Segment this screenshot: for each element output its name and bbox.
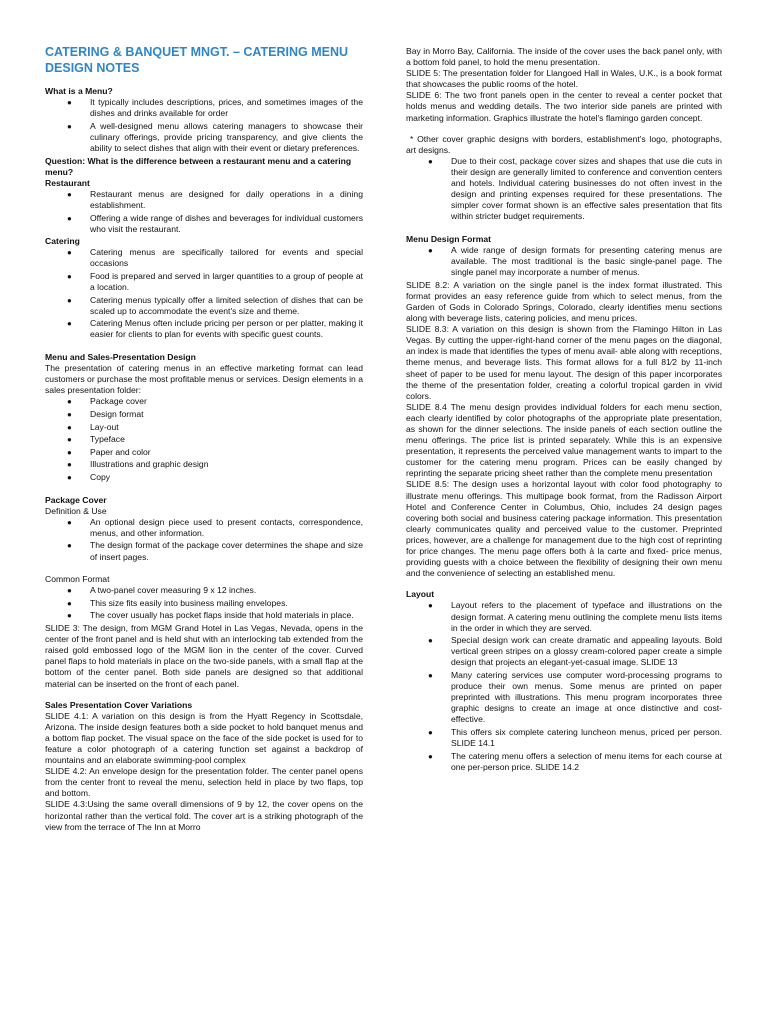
list-item: ● Typeface: [67, 434, 125, 445]
paragraph: SLIDE 5: The presentation folder for Llangoed Hall in Wales, U.K., is a book format that showcases the public rooms of the hotel.: [406, 68, 722, 90]
bullet-list: [406, 245, 722, 278]
bullet-icon: ●: [67, 435, 72, 445]
list-item: ● Paper and color: [67, 446, 151, 457]
list-item: ● A wide range of design formats for presenting catering menus are available. The most traditional is the basic single-panel page. The single panel may incorporate a number of menus.: [428, 245, 722, 278]
document-title: CATERING & BANQUET MNGT. – CATERING MENU DESIGN NOTES: [45, 45, 349, 75]
bullet-list: [406, 600, 722, 772]
list-item: ● A two-panel cover measuring 9 x 12 inches.: [67, 585, 257, 596]
bullet-icon: ●: [428, 670, 433, 680]
section-heading: Sales Presentation Cover Variations: [45, 699, 193, 710]
list-item: ● The design format of the package cover determines the shape and size of insert pages.: [67, 540, 363, 562]
list-item: ● This offers six complete catering luncheon menus, priced per person. SLIDE 14.1: [428, 726, 722, 749]
paragraph: SLIDE 8.5: The design uses a horizontal layout with color food photography to illustrate menu offerings. This multipage book format, from the Radisson Airport Hotel and Conference Center in Columbus, Ohio, includes 24 design pages covering both social and business catering package information. This presentation clearly communicates quality and perceived value to the customer. Preprinted prices, however, are a challenge for management due to the high cost of reprinting for price changes. The menu page offers both à la carte and fixed- price menus, providing guests with a choice between the flexibility of designing their own menu and the convenience of selecting an established menu.: [406, 479, 722, 579]
bullet-icon: ●: [428, 601, 433, 611]
bullet-list: [45, 517, 363, 563]
bullet-icon: ●: [67, 272, 72, 281]
paragraph: SLIDE 8.3: A variation on this design is shown from the Flamingo Hilton in Las Vegas. By cutting the upper-right-hand corner of the menu pages on the diagonal, an index is made that identifies the types of menu avail- able along with receptions, theme menus, and beverage lists. This format allows for a full 81⁄2 by 11-inch sheet of paper to be used for menu layout. The design of this paper incorporates the theme of the presentation folder, creating a colorful tropical garden in vivid colors.: [406, 324, 722, 401]
section-heading: Catering: [45, 236, 80, 247]
section-heading: What is a Menu?: [45, 86, 113, 96]
list-item: ● An optional design piece used to present contacts, correspondence, menus, and other information.: [67, 516, 363, 538]
bullet-icon: ●: [67, 410, 72, 420]
bullet-list: [45, 97, 363, 154]
list-item: ● Restaurant menus are designed for daily operations in a dining establishment.: [67, 188, 363, 210]
section-heading: Restaurant: [45, 177, 90, 188]
section-heading: Layout: [406, 589, 435, 600]
bullet-icon: ●: [67, 447, 72, 457]
section-heading: Menu and Sales-Presentation Design: [45, 352, 196, 363]
section-heading: Menu Design Format: [406, 233, 491, 244]
note: * Other cover graphic designs with borders, establishment's logo, photographs, art designs.: [406, 133, 722, 155]
paragraph: SLIDE 4.3:Using the same overall dimensions of 9 by 12, the cover opens on the horizontal rather than the vertical fold. The cover art is a striking photograph of the view from the terrace of The Inn at Morro: [45, 799, 363, 832]
list-item: ● The catering menu offers a selection of menu items for each course at one per-person price. SLIDE 14.2: [428, 750, 722, 772]
list-item: ● Food is prepared and served in larger quantities to a group of people at a location.: [67, 271, 363, 293]
list-item: ● This size fits easily into business mailing envelopes.: [67, 597, 288, 608]
list-item: ● Catering menus typically offer a limited selection of dishes that can be scaled up to accommodate the event's size and theme.: [67, 294, 363, 316]
list-item: ● Design format: [67, 409, 144, 420]
bullet-list: [45, 585, 363, 621]
bullet-icon: ●: [67, 517, 72, 527]
bullet-icon: ●: [67, 611, 72, 621]
bullet-icon: ●: [67, 397, 72, 407]
list-item: ● Package cover: [67, 396, 147, 407]
bullet-icon: ●: [67, 213, 72, 223]
paragraph: SLIDE 3: The design, from MGM Grand Hotel in Las Vegas, Nevada, opens in the center of the front panel and is held shut with an interlocking tab extended from the raised gold embossed logo of the MGM lion in the center of the cover. Curved panel flaps to hold materials in place on the two-side panels, with a small flap at the bottom of the center panel. Both side panels are designed so that additional material can be inserted on the front of each panel.: [45, 623, 363, 689]
paragraph: SLIDE 4.2: An envelope design for the presentation folder. The center panel opens from the center front to reveal the menu, selection held in place by two flaps, top and bottom.: [45, 766, 363, 799]
list-item: ● Illustrations and graphic design: [67, 459, 209, 470]
question: Question: What is the difference between a restaurant menu and a catering menu?: [45, 155, 352, 177]
subheading: Definition & Use: [45, 505, 107, 516]
bullet-icon: ●: [428, 727, 433, 737]
list-item: ● Copy: [67, 472, 111, 482]
bullet-list: [45, 396, 363, 483]
paragraph: SLIDE 8.4 The menu design provides individual folders for each menu section, each clearly identified by color photographs of the appropriate plate presentation, as shown for the dinner selections. The inside panels of each section outline the menu offerings. The price list is printed separately. While this is an expensive presentation, it represents the perceived value management wants to impart to the customer for the catering menu program. Prices can be easily changed by reprinting the separate pricing sheet rather than the complete menu presentation: [406, 401, 722, 479]
bullet-icon: ●: [67, 586, 72, 596]
subheading: Common Format: [45, 574, 110, 585]
list-item: ● Due to their cost, package cover sizes and shapes that use die cuts in their design are generally limited to conference and convention centers and hotels. Individual catering businesses do not often invest in the design and printing expenses required for these presentations. The simpler cover format shown is an effective sales presentation that fits within stricter budget requirements.: [428, 155, 722, 222]
bullet-list: [45, 247, 363, 340]
paragraph: SLIDE 8.2: A variation on the single panel is the index format illustrated. This format provides an easy reference guide from which to select menus, from the Garden of Gods in Colorado Springs, Colorado, clearly identifies menu sections along with beverage lists, catering policies, and menu prices.: [406, 279, 722, 324]
list-item: ● Offering a wide range of dishes and beverages for individual customers who visit the restaurant.: [67, 212, 363, 234]
bullet-icon: ●: [428, 156, 433, 166]
bullet-icon: ●: [67, 121, 72, 131]
bullet-icon: ●: [67, 422, 72, 432]
bullet-icon: ●: [67, 295, 72, 305]
bullet-icon: ●: [67, 598, 72, 608]
bullet-icon: ●: [67, 460, 72, 470]
bullet-icon: ●: [67, 248, 72, 258]
list-item: ● It typically includes descriptions, prices, and sometimes images of the dishes and drinks available for order: [67, 97, 363, 119]
bullet-icon: ●: [67, 473, 72, 482]
list-item: ● Catering menus are specifically tailored for events and special occasions: [67, 247, 363, 269]
bullet-list: [45, 189, 363, 235]
paragraph: The presentation of catering menus in an effective marketing format can lead customers or purchase the most profitable menus or services. Design elements in a sales presentation folder:: [45, 363, 363, 396]
paragraph: SLIDE 6: The two front panels open in the center to reveal a center pocket that holds menus and wedding details. The two interior side panels are printed with marketing information. Graphics illustrate the hotel's flamingo garden concept.: [406, 90, 722, 123]
bullet-icon: ●: [428, 636, 433, 646]
paragraph: SLIDE 4.1: A variation on this design is from the Hyatt Regency in Scottsdale, Arizona. The inside design features both a side pocket to hold banquet menus and a bottom flap pocket. The visual space on the face of the side pocket is used for to feature a color photograph of a catering function set against a backdrop of mountains and an elaborate swimming-pool complex: [45, 710, 363, 766]
list-item: ● A well-designed menu allows catering managers to showcase their culinary offerings, provide pricing transparency, and give clients the ability to select dishes that align with their event or dietary preferences.: [67, 120, 363, 153]
list-item: ● Lay-out: [67, 421, 119, 432]
list-item: ● The cover usually has pocket flaps inside that hold materials in place.: [67, 610, 354, 621]
bullet-icon: ●: [67, 319, 72, 329]
left-column: [45, 44, 363, 833]
paragraph: Bay in Morro Bay, California. The inside of the cover uses the back panel only, with a bottom fold panel, to hold the menu presentation.: [406, 46, 722, 68]
right-column: [406, 46, 722, 774]
list-item: ● Many catering services use computer word-processing programs to produce their own menus. Some menus are printed on paper preprinted with illustrations. This menu program incorporates three graphic designs to create an image at once distinctive and cost-effective.: [428, 669, 722, 725]
bullet-icon: ●: [428, 751, 433, 761]
list-item: ● Special design work can create dramatic and appealing layouts. Bold vertical green stripes on a glossy cream-colored paper create a simple design that projects an elegant-yet-casual image. SLIDE 13: [428, 635, 722, 668]
list-item: ● Catering Menus often include pricing per person or per platter, making it easier for clients to plan for events with specific guest counts.: [67, 318, 363, 340]
bullet-list: [406, 156, 722, 223]
list-item: ● Layout refers to the placement of typeface and illustrations on the design format. A catering menu outlining the complete menu lists items in the order in which they are served.: [428, 600, 722, 633]
bullet-icon: ●: [67, 189, 72, 199]
bullet-icon: ●: [67, 98, 72, 108]
section-heading: Package Cover: [45, 494, 107, 505]
bullet-icon: ●: [67, 541, 72, 551]
bullet-icon: ●: [428, 246, 433, 255]
